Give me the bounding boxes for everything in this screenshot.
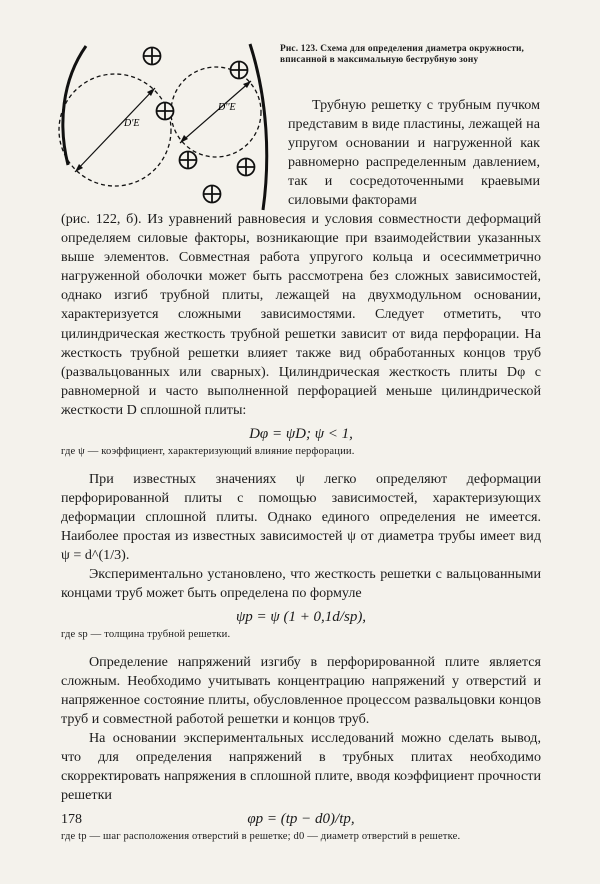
left-shell-arc	[63, 46, 86, 165]
figure-123-diagram	[58, 40, 270, 236]
formula-note-2: где sр — толщина трубной решетки.	[61, 629, 231, 641]
formula-psi-r: ψр = ψ (1 + 0,1d/sр),	[235, 609, 367, 626]
main-text	[61, 210, 541, 849]
paragraph-3: Экспериментально установлено, что жесткость решетки с вальцованными концами труб может быть определена по формуле	[61, 566, 541, 602]
tube-hole-6	[230, 61, 248, 79]
figure-caption: Рис. 123. Схема для определения диаметра окружности, вписанной в максимальную беструбную зону	[280, 44, 525, 65]
label-large-circle: D'E	[124, 118, 140, 129]
label-small-circle: D''E	[218, 102, 236, 113]
paragraph-5: На основании экспериментальных исследований можно сделать вывод, что для определения напряжений в трубных плитах необходимо скорректировать напряжения в сплошной плите, вводя коэффициент прочности решетки	[61, 730, 541, 804]
small-dashed-circle	[171, 67, 261, 157]
tube-hole-markers	[143, 47, 255, 203]
formula-stiffness: Dφ = ψD; ψ < 1,	[249, 426, 353, 443]
tube-hole-3	[179, 151, 197, 169]
page-number: 178	[61, 812, 82, 827]
formula-note-1: где ψ — коэффициент, характеризующий влияние перфорации.	[61, 446, 355, 458]
tube-hole-5	[203, 185, 221, 203]
intro-paragraph: Трубную решетку с трубным пучком представим в виде пластины, лежащей на упругом основании и нагруженной как равномерно распределенным давлением, так и сосредоточенными краевыми силовыми факторами	[288, 97, 540, 208]
tube-hole-1	[143, 47, 161, 65]
formula-note-3: где tр — шаг расположения отверстий в решетке; d0 — диаметр отверстий в решетке.	[61, 831, 461, 843]
paragraph-1: (рис. 122, б). Из уравнений равновесия и условия совместности деформаций определяем силовые факторы, возникающие при взаимодействии указанных выше элементов. Совместная работа упругого кольца и осесимметрично нагруженной оболочки может быть рассмотрена без сложных зависимостей, однако изгиб трубной плиты, лежащей на двухмодульном основании, характеризуется сложными зависимостями. Следует отметить, что цилиндрическая жесткость трубной решетки зависит от вида перфорации. На жесткость трубной решетки влияет также вид обработанных концов труб (развальцованных или сварных). Цилиндрическая жесткость плиты Dφ с равномерной и часто выполненной перфорацией меньше цилиндрической жесткости D сплошной плиты:	[61, 211, 541, 418]
formula-phi-r: φр = (tр − d0)/tр,	[247, 811, 355, 828]
tube-hole-4	[237, 158, 255, 176]
paragraph-4: Определение напряжений изгибу в перфорированной плите является сложным. Необходимо учитывать концентрацию напряжений у отверстий и напряженное состояние плиты, обусловленное процессом развальцовки концов труб и совместной работой решетки и концов труб.	[61, 653, 541, 727]
tube-hole-2	[156, 102, 174, 120]
large-dashed-circle	[59, 74, 171, 186]
paragraph-2: При известных значениях ψ легко определяют деформации перфорированной плиты с помощью зависимостей, характеризующих деформации сплошной плиты. Однако единого определения не имеется. Наиболее простая из известных зависимостей ψ от диаметра трубы имеет вид ψ = d^(1/3).	[61, 470, 541, 563]
